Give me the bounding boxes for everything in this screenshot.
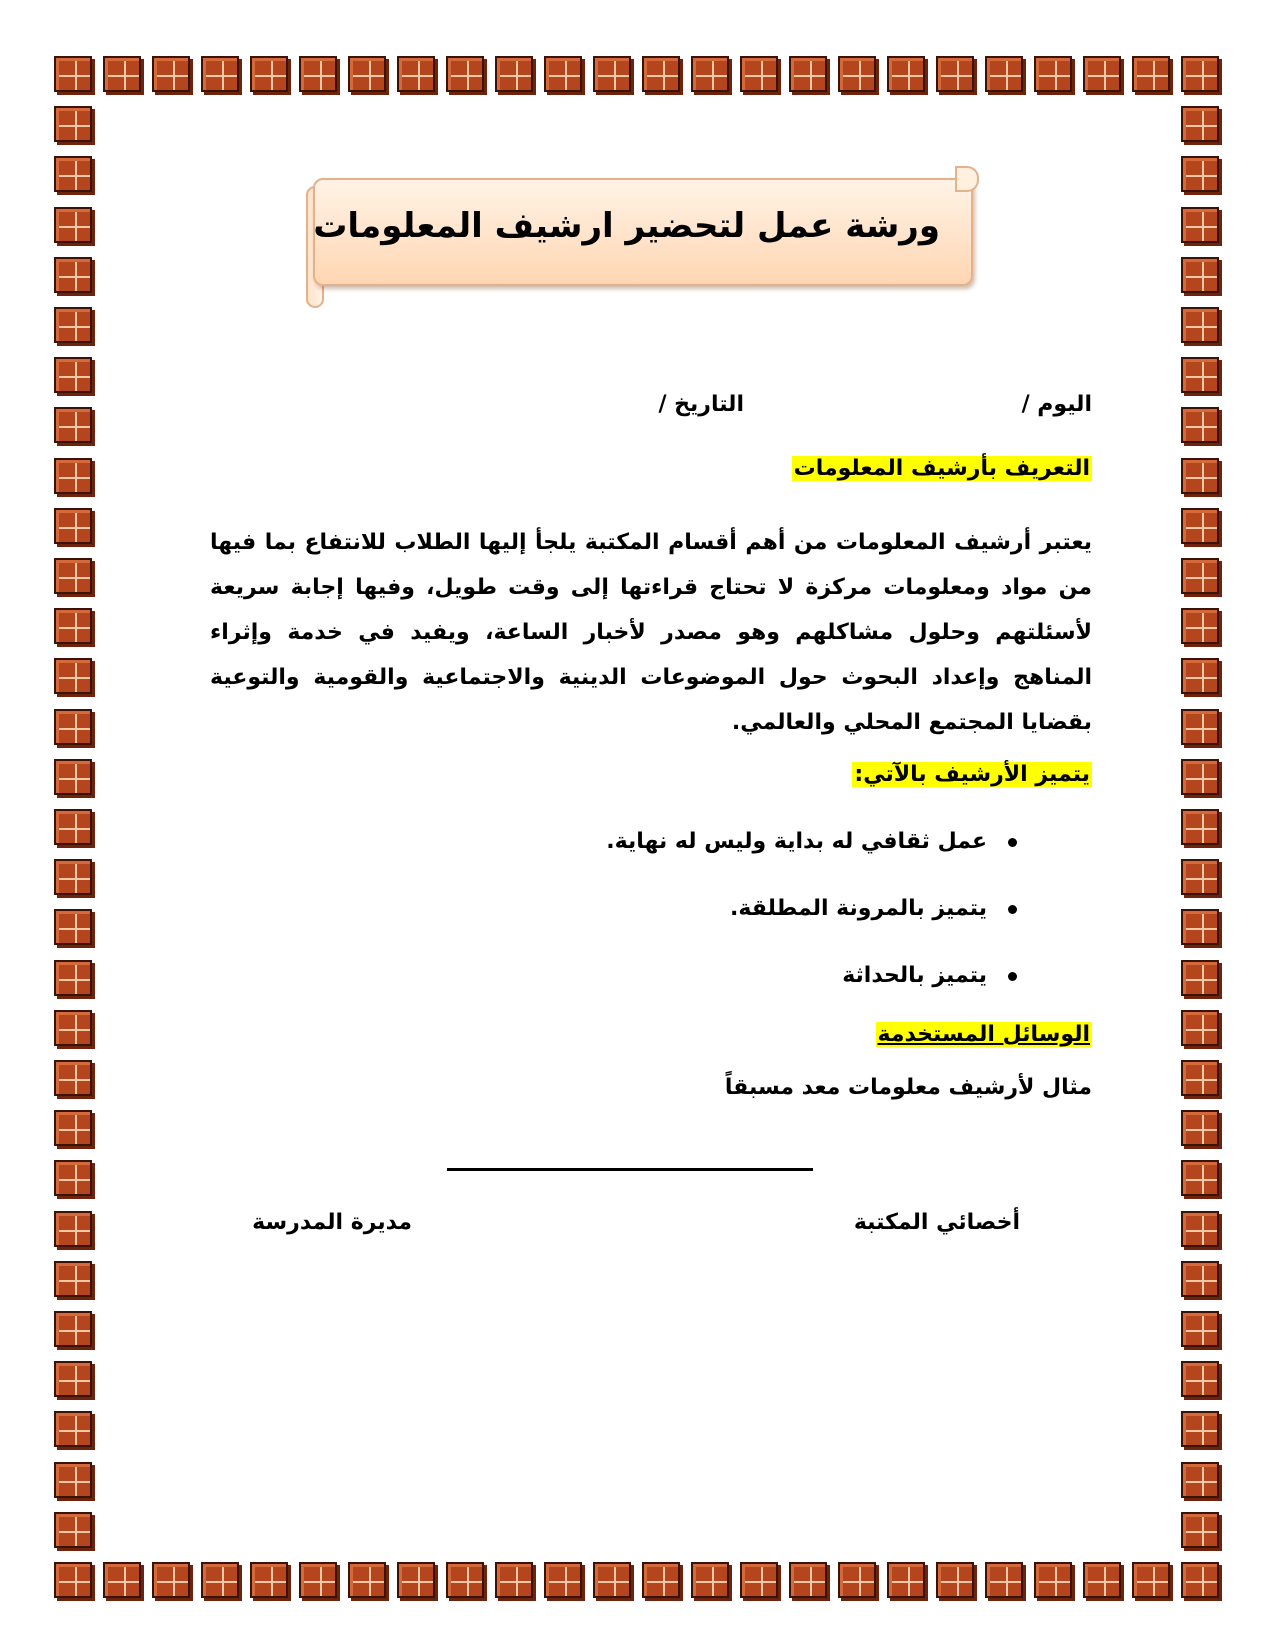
brick-box-icon [54,859,92,895]
brick-box-icon [54,1562,92,1598]
brick-box-icon [691,56,729,92]
brick-box-icon [1083,1562,1121,1598]
brick-box-icon [985,56,1023,92]
brick-box-icon [54,1361,92,1397]
brick-box-icon [1181,1261,1219,1297]
brick-box-icon [54,56,92,92]
brick-box-icon [54,508,92,544]
brick-box-icon [1181,809,1219,845]
brick-box-icon [1181,909,1219,945]
brick-box-icon [1181,508,1219,544]
list-item: عمل ثقافي له بداية وليس له نهاية. [606,825,1017,892]
brick-box-icon [838,1562,876,1598]
brick-box-icon [1181,106,1219,142]
brick-box-icon [1181,56,1219,92]
brick-box-icon [789,56,827,92]
brick-box-icon [54,106,92,142]
brick-box-icon [1181,207,1219,243]
brick-box-icon [1181,1060,1219,1096]
brick-box-icon [936,56,974,92]
brick-box-icon [642,1562,680,1598]
brick-box-icon [1181,1311,1219,1347]
brick-box-icon [1181,1211,1219,1247]
brick-box-icon [936,1562,974,1598]
brick-box-icon [1132,56,1170,92]
brick-box-icon [446,56,484,92]
brick-box-icon [54,1261,92,1297]
librarian-signature-label: أخصائي المكتبة [853,1210,1020,1235]
brick-box-icon [348,1562,386,1598]
brick-box-icon [1181,608,1219,644]
brick-box-icon [740,56,778,92]
brick-box-icon [838,56,876,92]
brick-box-icon [201,1562,239,1598]
brick-box-icon [54,658,92,694]
brick-box-icon [1181,156,1219,192]
brick-box-icon [54,759,92,795]
brick-box-icon [544,1562,582,1598]
brick-box-icon [397,56,435,92]
brick-box-icon [54,307,92,343]
definition-heading [792,456,1092,481]
brick-box-icon [1132,1562,1170,1598]
brick-box-icon [1181,658,1219,694]
brick-box-icon [250,56,288,92]
brick-box-icon [54,1411,92,1447]
brick-box-icon [299,1562,337,1598]
brick-box-icon [54,558,92,594]
brick-box-icon [54,809,92,845]
brick-box-icon [1181,307,1219,343]
brick-box-icon [1181,859,1219,895]
signature-line [447,1168,813,1171]
brick-box-icon [789,1562,827,1598]
brick-box-icon [1083,56,1121,92]
scroll-curl-right [955,166,979,192]
features-list [606,825,1017,1026]
brick-box-icon [152,56,190,92]
list-item: يتميز بالحداثة [606,959,1017,1026]
tools-heading [876,1022,1093,1047]
page-title: ورشة عمل لتحضير ارشيف المعلومات [313,206,940,246]
brick-box-icon [54,1010,92,1046]
list-item: يتميز بالمرونة المطلقة. [606,892,1017,959]
brick-box-icon [691,1562,729,1598]
brick-box-icon [152,1562,190,1598]
brick-box-icon [54,458,92,494]
brick-box-icon [397,1562,435,1598]
brick-box-icon [54,407,92,443]
brick-box-icon [887,1562,925,1598]
definition-paragraph: يعتبر أرشيف المعلومات من أهم أقسام المكتبة يلجأ إليها الطلاب للانتفاع بما فيها من مواد ومعلومات مركزة لا تحتاج قراءتها إلى وقت طويل، وفيها إجابة سريعة لأسئلتهم وحلول مشاكلهم وهو مصدر لأخبار الساعة، ويفيد في خدمة وإثراء المناهج وإعداد البحوث حول الموضوعات الدينية والاجتماعية والقومية والتوعية بقضايا المجتمع المحلي والعالمي. [210,530,1092,735]
brick-box-icon [593,56,631,92]
date-label: التاريخ / [658,392,744,417]
brick-box-icon [1181,759,1219,795]
brick-box-icon [740,1562,778,1598]
brick-box-icon [1181,1411,1219,1447]
brick-box-icon [1034,1562,1072,1598]
brick-box-icon [54,960,92,996]
brick-box-icon [593,1562,631,1598]
brick-box-icon [544,56,582,92]
tools-example: مثال لأرشيف معلومات معد مسبقاً [724,1075,1092,1100]
brick-box-icon [54,709,92,745]
brick-box-icon [103,1562,141,1598]
principal-signature-label: مديرة المدرسة [252,1210,412,1235]
tools-heading-text: الوسائل المستخدمة [877,1022,1090,1047]
brick-box-icon [1034,56,1072,92]
brick-box-icon [54,1211,92,1247]
brick-box-icon [54,1462,92,1498]
brick-box-icon [985,1562,1023,1598]
brick-box-icon [1181,960,1219,996]
brick-box-icon [201,56,239,92]
brick-box-icon [299,56,337,92]
brick-box-icon [54,207,92,243]
brick-box-icon [54,1311,92,1347]
brick-box-icon [1181,1512,1219,1548]
brick-box-icon [1181,709,1219,745]
brick-box-icon [1181,1361,1219,1397]
brick-box-icon [446,1562,484,1598]
features-heading [852,762,1092,787]
brick-box-icon [54,257,92,293]
brick-box-icon [1181,357,1219,393]
brick-box-icon [54,608,92,644]
brick-box-icon [495,56,533,92]
brick-box-icon [1181,1160,1219,1196]
brick-box-icon [1181,458,1219,494]
brick-box-icon [250,1562,288,1598]
definition-heading-text: التعريف بأرشيف المعلومات [793,456,1090,481]
features-heading-text: يتميز الأرشيف بالآتي: [854,762,1090,787]
brick-box-icon [1181,1010,1219,1046]
day-label: اليوم / [1021,392,1092,417]
brick-box-icon [54,1512,92,1548]
brick-box-icon [54,1060,92,1096]
brick-box-icon [1181,257,1219,293]
brick-box-icon [54,1160,92,1196]
brick-box-icon [103,56,141,92]
brick-box-icon [54,1110,92,1146]
brick-box-icon [642,56,680,92]
brick-box-icon [1181,558,1219,594]
brick-box-icon [54,909,92,945]
brick-box-icon [1181,407,1219,443]
brick-box-icon [54,156,92,192]
brick-box-icon [348,56,386,92]
date-row [192,392,1092,426]
brick-box-icon [54,357,92,393]
brick-box-icon [1181,1562,1219,1598]
brick-box-icon [1181,1110,1219,1146]
brick-box-icon [887,56,925,92]
brick-box-icon [1181,1462,1219,1498]
brick-box-icon [495,1562,533,1598]
